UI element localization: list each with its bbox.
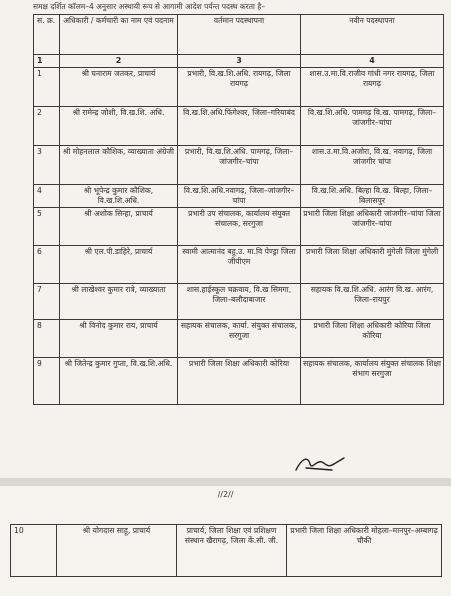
name-cell: श्री विनोद कुमार राय, प्राचार्य bbox=[60, 320, 178, 358]
column-number: 3 bbox=[178, 55, 301, 68]
name-cell: श्री योगदास साहू, प्राचार्य bbox=[57, 525, 177, 577]
new-posting-cell: वि.ख.शि.अधि. पामगढ़ वि.ख. पामगढ़, जिला–जांजगीर–चांपा bbox=[301, 107, 444, 146]
column-number-row bbox=[34, 55, 444, 68]
name-cell: श्री जितेन्द्र कुमार गुप्ता, वि.ख.शि.अधि. bbox=[60, 358, 178, 405]
current-posting-cell: सहायक संचालक, कार्या. संयुक्त संचालक, सरगुजा bbox=[178, 320, 301, 358]
serial-cell: 9 bbox=[34, 358, 60, 405]
new-posting-cell: शास.उ.मा.वि.राजीव गांधी नगर रायगढ़, जिला रायगढ़ bbox=[301, 68, 444, 107]
serial-cell: 6 bbox=[34, 246, 60, 284]
name-cell: श्री घनाराम जतकर, प्राचार्य bbox=[60, 68, 178, 107]
current-posting-cell: वि.ख.शि.अधि.फिंगेश्वर, जिला–गरियाबंद bbox=[178, 107, 301, 146]
serial-cell: 1 bbox=[34, 68, 60, 107]
name-cell: श्री मोहनलाल कौशिक, व्याख्याता अंग्रेजी bbox=[60, 146, 178, 185]
current-posting-cell: शास.हाईस्कूल चक्रवाय, वि.ख सिमगा, जिला–बलौदाबाजार bbox=[178, 284, 301, 320]
intro-text: समक्ष दर्शित कॉलम–4 अनुसार अस्थायी रूप से आगामी आदेश पर्यन्त पदस्थ करता है– bbox=[33, 2, 266, 11]
column-number: 2 bbox=[60, 55, 178, 68]
table-row bbox=[34, 68, 444, 107]
table-row bbox=[34, 320, 444, 358]
current-posting-cell: प्रभारी जिला शिक्षा अधिकारी कोरिया bbox=[178, 358, 301, 405]
table-row bbox=[34, 284, 444, 320]
column-number: 1 bbox=[34, 55, 60, 68]
name-cell: श्री लाखेश्वर कुमार रात्रे, व्याख्याता bbox=[60, 284, 178, 320]
table-header-row bbox=[34, 15, 444, 55]
name-cell: श्री एल.पी.डाहिरे, प्राचार्य bbox=[60, 246, 178, 284]
new-posting-cell: वि.ख.शि.अधि. बिल्हा वि.ख. बिल्हा, जिला–बिलासपुर bbox=[301, 185, 444, 208]
serial-cell: 7 bbox=[34, 284, 60, 320]
name-cell: श्री भूपेन्द्र कुमार कौशिक, वि.ख.शि.अधि. bbox=[60, 185, 178, 208]
new-posting-cell: प्रभारी जिला शिक्षा अधिकारी मोहला–मानपुर–अम्बागढ़ चौकी bbox=[287, 525, 442, 577]
new-posting-cell: सहायक संचालक, कार्यालय संयुक्त संचालक शिक्षा संभाग सरगुजा bbox=[301, 358, 444, 405]
serial-cell: 4 bbox=[34, 185, 60, 208]
new-posting-cell: शास.उ.मा.वि.अजोरा, वि.ख. नवागढ़, जिला जांजगीर चांपा bbox=[301, 146, 444, 185]
header-serial: स. क्र. bbox=[34, 15, 60, 55]
serial-cell: 8 bbox=[34, 320, 60, 358]
current-posting-cell: प्राचार्य, जिला शिक्षा एवं प्रशिक्षण संस्थान खैरागढ़, जिला कें.सी. जी. bbox=[177, 525, 287, 577]
transfer-table-continued bbox=[10, 524, 442, 577]
table-row bbox=[34, 246, 444, 284]
table-row bbox=[34, 185, 444, 208]
current-posting-cell: प्रभारी, वि.ख.शि.अधि. रायगढ़, जिला रायगढ़ bbox=[178, 68, 301, 107]
table-row bbox=[34, 107, 444, 146]
page-gap bbox=[0, 478, 451, 486]
name-cell: श्री रामेन्द्र जोशी, वि.ख.शि. अधि. bbox=[60, 107, 178, 146]
new-posting-cell: प्रभारी जिला शिक्षा अधिकारी कोरिया जिला कोरिया bbox=[301, 320, 444, 358]
serial-cell: 5 bbox=[34, 208, 60, 246]
serial-cell: 3 bbox=[34, 146, 60, 185]
new-posting-cell: प्रभारी जिला शिक्षा अधिकारी जांजगीर–चांपा जिला जांजगीर–चांपा bbox=[301, 208, 444, 246]
serial-cell: 2 bbox=[34, 107, 60, 146]
new-posting-cell: सहायक वि.ख.शि.अधि. आरंग वि.ख. आरंग, जिला–रायपुर bbox=[301, 284, 444, 320]
new-posting-cell: प्रभारी जिला शिक्षा अधिकारी मुंगेली जिला मुंगेली bbox=[301, 246, 444, 284]
current-posting-cell: प्रभारी उप संचालक, कार्यालय संयुक्त संचालक, सरगुजा bbox=[178, 208, 301, 246]
current-posting-cell: स्वामी आत्मानंद बहु.उ. मा.वि पेण्ड्रा जिला जीपीएम bbox=[178, 246, 301, 284]
header-name: अधिकारी / कर्मचारी का नाम एवं पदनाम bbox=[60, 15, 178, 55]
current-posting-cell: प्रभारी, वि.ख.शि.अधि. पामगढ़, जिला–जांजगीर–चांपा bbox=[178, 146, 301, 185]
header-new-posting: नवीन पदस्थापना bbox=[301, 15, 444, 55]
table-row bbox=[34, 208, 444, 246]
page-number: //2// bbox=[217, 490, 234, 499]
document-page-2 bbox=[0, 486, 451, 596]
serial-cell: 10 bbox=[11, 525, 57, 577]
table-row bbox=[34, 146, 444, 185]
table-row bbox=[11, 525, 442, 577]
column-number: 4 bbox=[301, 55, 444, 68]
table-row bbox=[34, 358, 444, 405]
current-posting-cell: वि.ख.शि.अधि.नवागढ़, जिला–जांजगीर–चांपा bbox=[178, 185, 301, 208]
signature bbox=[292, 452, 348, 474]
transfer-table bbox=[33, 14, 444, 405]
name-cell: श्री अशोक सिन्हा, प्राचार्य bbox=[60, 208, 178, 246]
header-current-posting: वर्तमान पदस्थापना bbox=[178, 15, 301, 55]
